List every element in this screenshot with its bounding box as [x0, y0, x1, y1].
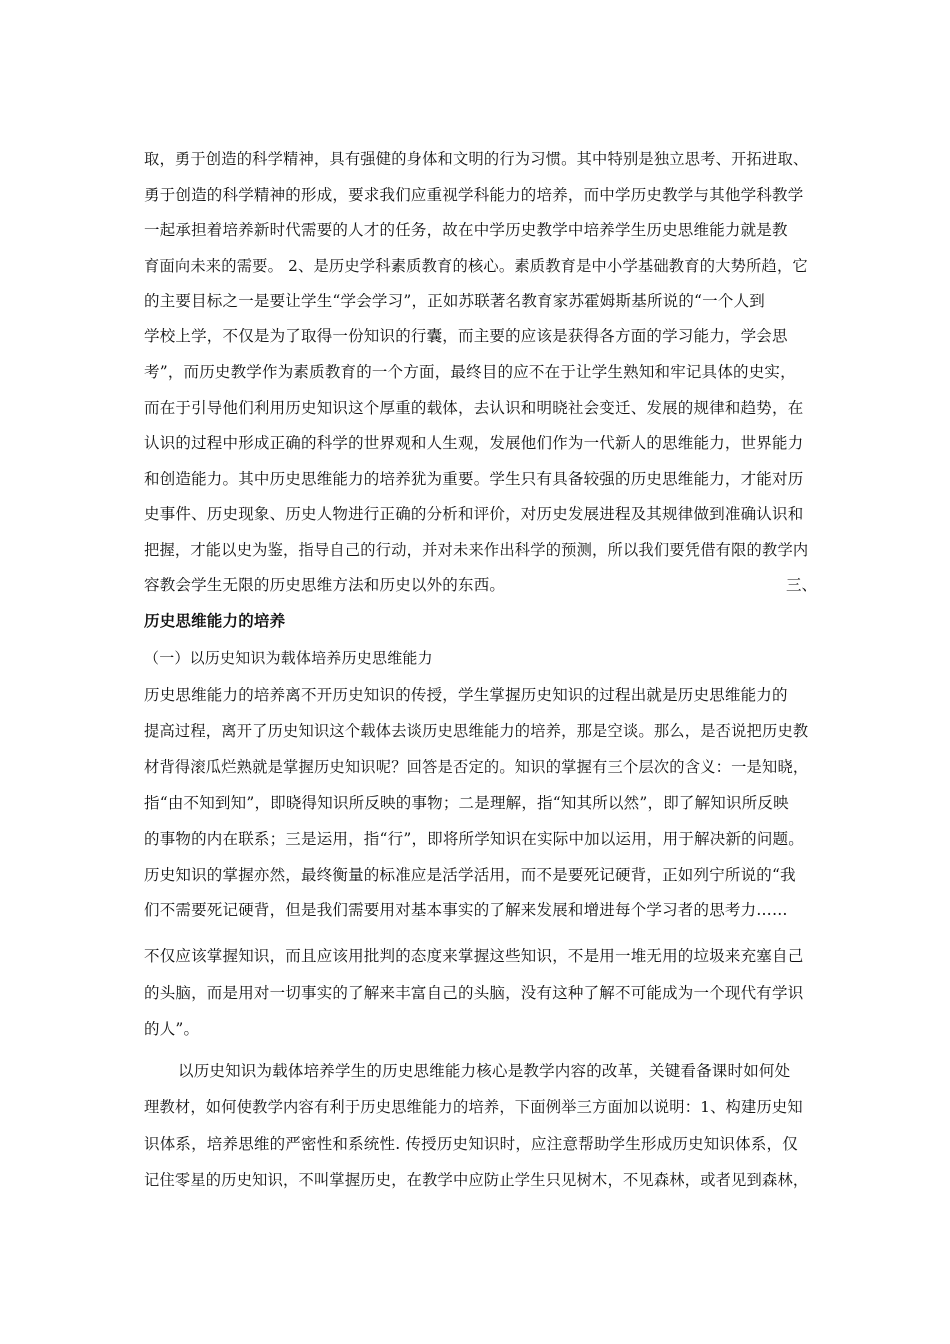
paragraph1-line: 把握，才能以史为鉴，指导自己的行动，并对未来作出科学的预测，所以我们要凭借有限的教学内: [144, 541, 809, 559]
paragraph1-line: 认识的过程中形成正确的科学的世界观和人生观，发展他们作为一代新人的思维能力，世界能力: [144, 434, 804, 452]
paragraph2-line: 的事物的内在联系；三是运用，指“行”，即将所学知识在实际中加以运用，用于解决新的问题。: [144, 830, 804, 848]
paragraph1-line: 而在于引导他们利用历史知识这个厚重的载体，去认识和明晓社会变迁、发展的规律和趋势，在: [144, 399, 804, 417]
section-heading: 历史思维能力的培养: [144, 612, 286, 630]
subsection-heading: （一）以历史知识为载体培养历史思维能力: [144, 649, 433, 667]
section-number: 三、: [786, 576, 818, 594]
paragraph1-line: 取，勇于创造的科学精神，具有强健的身体和文明的行为习惯。其中特别是独立思考、开拓进取、: [144, 150, 809, 168]
paragraph2-line: 材背得滚瓜烂熟就是掌握历史知识呢？回答是否定的。知识的掌握有三个层次的含义：一是知晓，: [144, 758, 809, 776]
paragraph3-line: 识体系，培养思维的严密性和系统性. 传授历史知识时，应注意帮助学生形成历史知识体系，仅: [144, 1135, 798, 1153]
paragraph2-line: 提高过程，离开了历史知识这个载体去谈历史思维能力的培养，那是空谈。那么，是否说把历史教: [144, 722, 809, 740]
paragraph1-line: 勇于创造的科学精神的形成，要求我们应重视学科能力的培养，而中学历史教学与其他学科教学: [144, 186, 804, 204]
paragraph2-line: 的头脑，而是用对一切事实的了解来丰富自己的头脑，没有这种了解不可能成为一个现代有学识: [144, 984, 804, 1002]
paragraph2-line: 历史知识的掌握亦然，最终衡量的标准应是活学活用，而不是要死记硬背，正如列宁所说的“我: [144, 866, 796, 884]
paragraph1-line: 的主要目标之一是要让学生“学会学习”，正如苏联著名教育家苏霍姆斯基所说的“一个人到: [144, 292, 765, 310]
paragraph3-line: 记住零星的历史知识，不叫掌握历史，在教学中应防止学生只见树木，不见森林，或者见到森林，: [144, 1171, 809, 1189]
paragraph1-line: 育面向未来的需要。 2、是历史学科素质教育的核心。素质教育是中小学基础教育的大势所趋，它: [144, 257, 808, 275]
paragraph3-line: 理教材，如何使教学内容有利于历史思维能力的培养，下面例举三方面加以说明：1、构建历史知: [144, 1098, 803, 1116]
paragraph1-line: 一起承担着培养新时代需要的人才的任务，故在中学历史教学中培养学生历史思维能力就是教: [144, 221, 788, 239]
paragraph1-line: 容教会学生无限的历史思维方法和历史以外的东西。: [144, 576, 506, 594]
paragraph2-line: 的人”。: [144, 1020, 200, 1038]
paragraph1-line: 和创造能力。其中历史思维能力的培养犹为重要。学生只有具备较强的历史思维能力，才能对历: [144, 470, 804, 488]
paragraph2-line: 们不需要死记硬背，但是我们需要用对基本事实的了解来发展和增进每个学习者的思考力……: [144, 901, 788, 919]
paragraph1-line: 考”，而历史教学作为素质教育的一个方面，最终目的应不在于让学生熟知和牢记具体的史实，: [144, 363, 796, 381]
paragraph3-line: 以历史知识为载体培养学生的历史思维能力核心是教学内容的改革，关键看备课时如何处: [178, 1062, 791, 1080]
paragraph1-line: 学校上学，不仅是为了取得一份知识的行囊，而主要的应该是获得各方面的学习能力，学会思: [144, 327, 788, 345]
paragraph2-line: 历史思维能力的培养离不开历史知识的传授，学生掌握历史知识的过程出就是历史思维能力的: [144, 686, 788, 704]
paragraph2-line: 指“由不知到知”，即晓得知识所反映的事物；二是理解，指“知其所以然”，即了解知识所反映: [144, 794, 789, 812]
paragraph2-line: 不仅应该掌握知识，而且应该用批判的态度来掌握这些知识，不是用一堆无用的垃圾来充塞自己: [144, 947, 804, 965]
paragraph1-line: 史事件、历史现象、历史人物进行正确的分析和评价，对历史发展进程及其规律做到准确认识和: [144, 505, 804, 523]
